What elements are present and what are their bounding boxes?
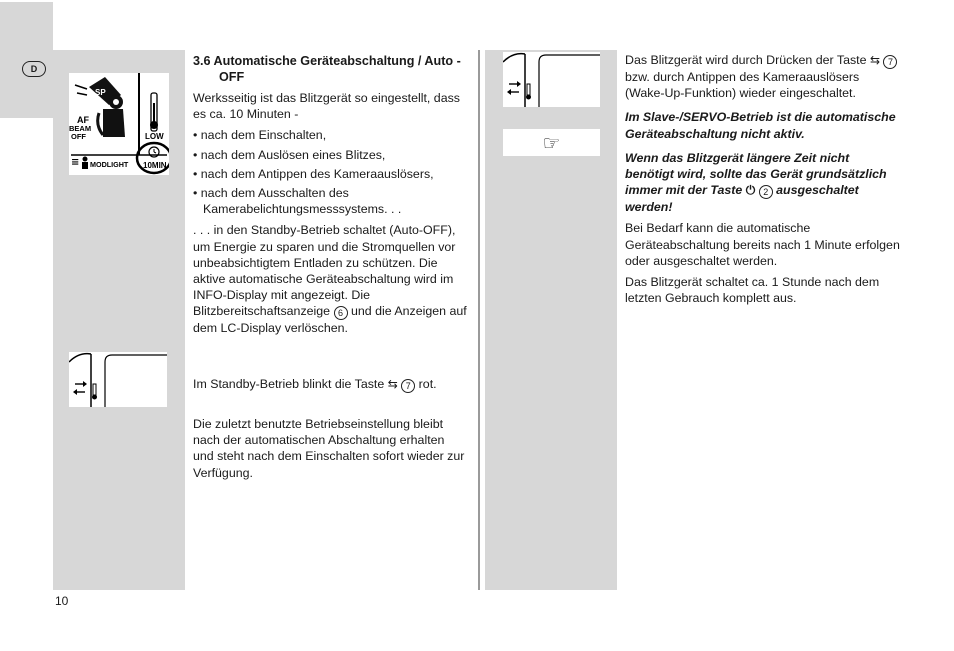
blink-text: Im Standby-Betrieb blinkt die Taste (193, 377, 385, 391)
page-number: 10 (55, 594, 69, 608)
person-icon (83, 157, 88, 162)
ref-number-7: 7 (401, 379, 415, 393)
condition-list (193, 127, 467, 217)
intro-paragraph: Werksseitig ist das Blitzgerät so eingestellt, dass es ca. 10 Minuten - (193, 91, 460, 122)
time-label: 10MIN (143, 161, 167, 170)
list-item: • nach dem Ausschalten des Kamerabelichtungsmesssystems. . . (193, 185, 467, 217)
pointing-hand-icon: ☞ (542, 130, 561, 155)
list-item: • nach dem Einschalten, (193, 127, 467, 143)
mode-key-symbol: ⇆ (869, 53, 881, 67)
note-icon-box (503, 129, 600, 156)
info-display-figure (69, 73, 169, 175)
last-setting-text: Die zuletzt benutzte Betriebseinstellung bleibt nach der automatischen Abschaltung erhalten und steht nach dem Einschalten sofort wieder zur Verfügung. (193, 417, 465, 480)
standby-display-illustration (69, 352, 167, 407)
modlight-icon: ≡ (71, 157, 80, 168)
thermometer-icon (92, 384, 97, 400)
blink-paragraph (193, 376, 467, 393)
thermometer-icon (526, 84, 531, 100)
power-icon: ⏻ (745, 183, 756, 198)
mode-key-icon (507, 81, 521, 95)
ref-number-6: 6 (334, 306, 348, 320)
ref-number-7: 7 (883, 55, 897, 69)
power-off-text: Wenn das Blitzgerät längere Zeit nicht benötigt wird, sollte das Gerät grundsätzlich immer mit der Taste (625, 150, 887, 198)
standby-text-end: und die Anzeigen auf dem LC-Display verlöschen. (193, 304, 467, 336)
column-divider (478, 50, 480, 590)
mode-key-icon (73, 381, 87, 395)
bedarf-paragraph: Bei Bedarf kann die automatische Geräteabschaltung bereits nach 1 Minute erfolgen oder ausgeschaltet werden. (625, 221, 900, 268)
language-tab (0, 2, 53, 118)
last-setting-paragraph (193, 416, 467, 481)
wakeup-display-figure (503, 52, 600, 107)
af-label: AF (77, 115, 89, 125)
power-off-text-end: ausgeschaltet werden! (625, 183, 859, 215)
power-off-note (625, 150, 900, 216)
section-heading: 3.6 Automatische Geräteabschaltung / Auto - OFF (193, 54, 461, 84)
list-item: • nach dem Auslösen eines Blitzes, (193, 147, 467, 163)
wakeup-display-illustration (503, 52, 600, 107)
left-text-column (193, 53, 467, 342)
language-badge: D (22, 61, 46, 77)
ref-number-2: 2 (759, 185, 773, 199)
standby-text: . . . in den Standby-Betrieb schaltet (Auto-OFF), um Energie zu sparen und die Stromquellen vor unbeabsichtigtem Entladen zu schützen. Die aktive automatische Geräteabschaltung wird im INFO-Display mit angezeigt. Die Blitzbereitschaftsanzeige (193, 223, 456, 319)
list-item: • nach dem Antippen des Kameraauslösers, (193, 166, 467, 182)
wakeup-text: Das Blitzgerät wird durch Drücken der Taste (625, 53, 867, 67)
sp-label: SP (95, 88, 106, 97)
slave-note: Im Slave-/SERVO-Betrieb ist die automatische Geräteabschaltung nicht aktiv. (625, 110, 896, 141)
mode-key-symbol: ⇆ (387, 377, 398, 391)
low-label: LOW (145, 132, 164, 141)
info-display-illustration (69, 73, 169, 175)
blink-text-end: rot. (418, 377, 437, 391)
modlight-label: MODLIGHT (90, 160, 129, 169)
standby-display-figure (69, 352, 167, 407)
right-text-column (625, 52, 900, 311)
standby-paragraph (193, 222, 467, 336)
wakeup-paragraph (625, 52, 900, 101)
beam-label: BEAM (69, 124, 92, 133)
off-label: OFF (71, 132, 86, 141)
wakeup-text-end: bzw. durch Antippen des Kameraauslösers (Wake-Up-Funktion) wieder eingeschaltet. (625, 70, 860, 101)
one-hour-paragraph: Das Blitzgerät schaltet ca. 1 Stunde nach dem letzten Gebrauch komplett aus. (625, 275, 880, 306)
